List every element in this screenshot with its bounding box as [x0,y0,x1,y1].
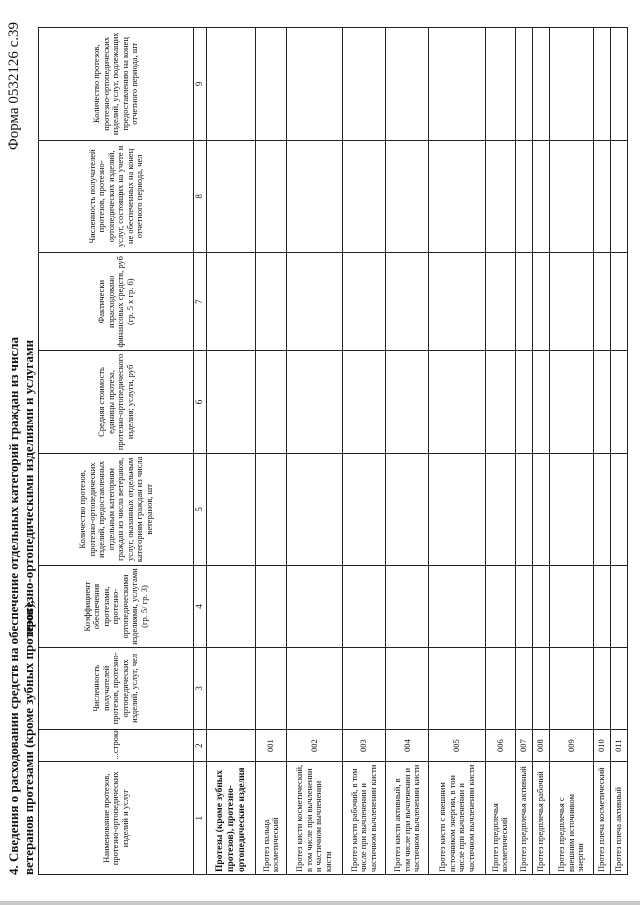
table-row [593,28,610,875]
data-cell[interactable] [533,253,550,351]
data-cell[interactable] [286,647,342,729]
data-cell[interactable] [207,647,256,729]
table-row [286,28,342,875]
data-cell[interactable] [342,453,385,566]
data-cell[interactable] [593,351,610,453]
table-row [429,28,485,875]
data-cell[interactable] [485,453,515,566]
data-cell[interactable] [386,647,429,729]
data-cell[interactable] [550,253,593,351]
header-coefficient: Коэффициент обеспечения протезами, протезно-ортопедическими изделиями, услугами (гр. 5/ гр. 3) [39,566,194,648]
row-code: 006 [485,729,515,762]
header-spent: Фактически израсходовано финансовых средств, руб (гр. 5 х гр. 6) [39,253,194,351]
data-cell[interactable] [516,28,533,141]
table-row [516,28,533,875]
data-cell[interactable] [610,28,627,141]
table-row [533,28,550,875]
data-cell[interactable] [593,253,610,351]
data-cell[interactable] [485,253,515,351]
row-name: Протез кисти рабочий, в том числе при вычленении и частичном вычленении кисти [342,762,385,875]
row-code [207,729,256,762]
data-cell[interactable] [550,140,593,253]
data-cell[interactable] [593,140,610,253]
column-number: 9 [194,28,207,141]
data-cell[interactable] [386,253,429,351]
column-number: 4 [194,566,207,648]
data-cell[interactable] [207,351,256,453]
data-cell[interactable] [207,140,256,253]
data-cell[interactable] [485,140,515,253]
data-cell[interactable] [207,253,256,351]
data-cell[interactable] [485,351,515,453]
data-cell[interactable] [429,453,485,566]
scan-edge [0,901,640,905]
data-cell[interactable] [610,253,627,351]
data-cell[interactable] [386,28,429,141]
table-row [485,28,515,875]
row-name: Протезы (кроме зубных протезов), протезно-ортопедические изделия [207,762,256,875]
row-name: Протез предплечья активный [516,762,533,875]
header-row-code: ...строки [39,729,194,762]
row-name: Протез предплечья с внешним источником энергии [550,762,593,875]
row-code: 010 [593,729,610,762]
data-cell[interactable] [550,28,593,141]
data-cell[interactable] [516,140,533,253]
data-cell[interactable] [386,566,429,648]
data-cell[interactable] [286,566,342,648]
row-code: 005 [429,729,485,762]
row-code: 002 [286,729,342,762]
data-cell[interactable] [610,351,627,453]
data-cell[interactable] [593,28,610,141]
data-cell[interactable] [429,351,485,453]
data-cell[interactable] [286,28,342,141]
column-number: 2 [194,729,207,762]
data-cell[interactable] [256,566,286,648]
row-name: Протез предплечья косметический [485,762,515,875]
data-cell[interactable] [610,453,627,566]
row-code: 001 [256,729,286,762]
data-cell[interactable] [429,647,485,729]
data-cell[interactable] [610,140,627,253]
column-number: 3 [194,647,207,729]
data-cell[interactable] [533,647,550,729]
table-row [342,28,385,875]
data-cell[interactable] [256,351,286,453]
data-cell[interactable] [516,566,533,648]
data-cell[interactable] [516,647,533,729]
table-row [256,28,286,875]
data-cell[interactable] [207,28,256,141]
data-cell[interactable] [342,566,385,648]
data-cell[interactable] [256,647,286,729]
row-code: 004 [386,729,429,762]
row-code: 007 [516,729,533,762]
data-cell[interactable] [516,453,533,566]
header-avg-cost: Средняя стоимость единицы протеза, протезно-ортопедического изделия; услуги, руб [39,351,194,453]
header-pending: Количество протезов, протезно-ортопедических изделий, услуг, подлежащих предоставлению на конец отчетного периода, шт [39,28,194,141]
data-cell[interactable] [256,453,286,566]
data-cell[interactable] [286,140,342,253]
data-cell[interactable] [286,253,342,351]
data-cell[interactable] [207,566,256,648]
data-cell[interactable] [342,140,385,253]
row-code: 011 [610,729,627,762]
row-name: Протез кисти с внешним источником энергии, в том числе при вычленении и частичном вычленении кисти [429,762,485,875]
data-cell[interactable] [485,647,515,729]
expenditure-table [38,27,628,875]
data-cell[interactable] [342,253,385,351]
table-row [386,28,429,875]
row-name: Протез плеча активный [610,762,627,875]
column-number: 5 [194,453,207,566]
column-number: 6 [194,351,207,453]
table-row [610,28,627,875]
form-code: Форма 0532126 с.39 [6,22,22,151]
section-title-continued: протезно-ортопедическими изделиями и услугами [21,339,36,635]
table-row [550,28,593,875]
header-recipients: Численность получателей протезов, протезно-ортопедических изделий, услуг, чел [39,647,194,729]
data-cell[interactable] [610,566,627,648]
data-cell[interactable] [516,351,533,453]
data-cell[interactable] [386,453,429,566]
data-cell[interactable] [429,253,485,351]
header-row [39,28,194,875]
data-cell[interactable] [256,253,286,351]
table-row [207,28,256,875]
data-cell[interactable] [386,140,429,253]
data-cell[interactable] [533,566,550,648]
column-number: 1 [194,762,207,875]
data-cell[interactable] [533,351,550,453]
data-cell[interactable] [550,647,593,729]
data-cell[interactable] [386,351,429,453]
row-code: 003 [342,729,385,762]
data-cell[interactable] [342,28,385,141]
row-code: 009 [550,729,593,762]
header-name: Наименование протезов, протезно-ортопедических изделий и услуг [39,762,194,875]
data-cell[interactable] [610,647,627,729]
header-unserved: Численность получателей протезов, протезно-ортопедических изделий, услуг, состоящих на учете и не обеспеченных на конец отчетного периода, чел [39,140,194,253]
data-cell[interactable] [429,28,485,141]
row-name: Протез плеча косметический [593,762,610,875]
data-cell[interactable] [593,453,610,566]
data-cell[interactable] [533,140,550,253]
data-cell[interactable] [429,566,485,648]
data-cell[interactable] [342,351,385,453]
row-name: Протез пальца косметический [256,762,286,875]
header-quantity: Количество протезов, протезно-ортопедических изделий, предоставленных отдельным категориям граждан из числа ветеранов, услуг, оказанных отдельным категориям граждан из числа ветеранов, шт [39,453,194,566]
data-cell[interactable] [485,566,515,648]
column-number-row [194,28,207,875]
data-cell[interactable] [550,351,593,453]
data-cell[interactable] [550,566,593,648]
data-cell[interactable] [256,28,286,141]
column-number: 7 [194,253,207,351]
row-code: 008 [533,729,550,762]
data-cell[interactable] [550,453,593,566]
row-name: Протез кисти активный, в том числе при вычленении и частичном вычленении кисти [386,762,429,875]
data-cell[interactable] [286,351,342,453]
data-cell[interactable] [516,253,533,351]
row-name: Протез предплечья рабочий [533,762,550,875]
data-cell[interactable] [485,28,515,141]
row-name: Протез кисти косметический, в том числе при вычленении и частичном вычленении кисти [286,762,342,875]
data-cell[interactable] [533,28,550,141]
data-cell[interactable] [593,647,610,729]
data-cell[interactable] [593,566,610,648]
data-cell[interactable] [286,453,342,566]
data-cell[interactable] [533,453,550,566]
data-cell[interactable] [256,140,286,253]
data-cell[interactable] [429,140,485,253]
column-number: 8 [194,140,207,253]
data-cell[interactable] [207,453,256,566]
data-cell[interactable] [342,647,385,729]
section-title: 4. Сведения о расходовании средств на обеспечение отдельных категорий граждан из числа ветеранов протезами (кроме зубных протезов), [6,336,36,875]
